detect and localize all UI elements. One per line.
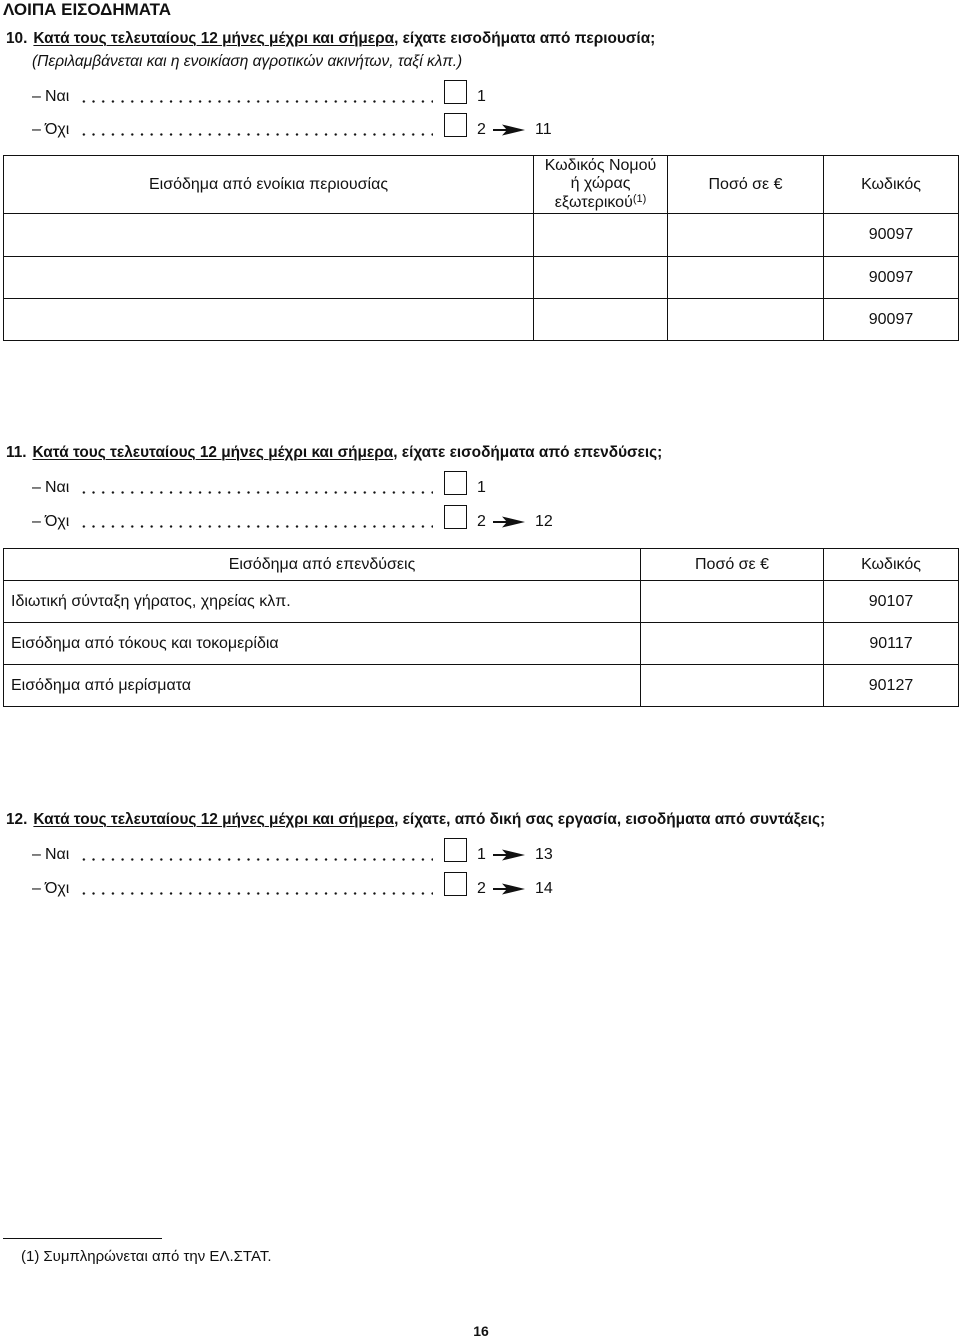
rental-income-cell[interactable] [4, 214, 534, 257]
option-dash: – [32, 121, 41, 138]
header-region-code-line: ή χώρας [570, 175, 631, 193]
option-label: Όχι [45, 121, 70, 138]
checkbox-q12-yes[interactable] [444, 838, 467, 862]
header-region-code-text: εξωτερικού [554, 193, 633, 211]
question-emphasis: Κατά τους τελευταίους 12 μήνες μέχρι και σήμερα [33, 811, 395, 828]
skip-arrow-icon [493, 124, 525, 136]
checkbox-q11-yes[interactable] [444, 471, 467, 495]
header-investment-income: Εισόδημα από επενδύσεις [4, 549, 641, 581]
header-code: Κωδικός [824, 156, 959, 214]
dot-leader [79, 858, 433, 861]
question-emphasis: Κατά τους τελευταίους 12 μήνες μέχρι και σήμερα [32, 444, 394, 461]
header-region-code [534, 156, 668, 214]
region-code-cell[interactable] [534, 299, 668, 341]
dot-leader [79, 133, 433, 136]
option-code: 2 [477, 121, 486, 138]
table-row [4, 257, 959, 299]
skip-arrow-icon [493, 849, 525, 861]
amount-cell[interactable] [641, 623, 824, 665]
table-row [4, 623, 959, 665]
option-yes-q12 [0, 838, 600, 862]
code-cell: 90127 [824, 665, 959, 707]
page-number: 16 [473, 1323, 489, 1339]
table-row [4, 299, 959, 341]
dot-leader [79, 892, 433, 895]
option-label: Ναι [45, 846, 70, 863]
option-label: Ναι [45, 479, 70, 496]
income-type-label: Εισόδημα από μερίσματα [4, 665, 641, 707]
option-code: 1 [477, 479, 486, 496]
option-dash: – [32, 880, 41, 897]
section-title: ΛΟΙΠΑ ΕΙΣΟΔΗΜΑΤΑ [3, 0, 172, 19]
option-yes-q11 [0, 471, 600, 495]
question-12 [6, 810, 825, 830]
amount-cell[interactable] [641, 581, 824, 623]
checkbox-q10-no[interactable] [444, 113, 467, 137]
dot-leader [79, 100, 433, 103]
footnote-rule [3, 1238, 162, 1239]
code-cell: 90097 [824, 214, 959, 257]
table-row [4, 214, 959, 257]
option-dash: – [32, 513, 41, 530]
header-amount: Ποσό σε € [641, 549, 824, 581]
footnote [21, 1248, 272, 1266]
question-11 [6, 443, 662, 463]
option-label: Όχι [45, 513, 70, 530]
header-region-code-line: Κωδικός Νομού [544, 156, 657, 174]
income-type-label: Εισόδημα από τόκους και τοκομερίδια [4, 623, 641, 665]
rental-income-cell[interactable] [4, 257, 534, 299]
table-row [4, 665, 959, 707]
income-type-label: Ιδιωτική σύνταξη γήρατος, χηρείας κλπ. [4, 581, 641, 623]
region-code-cell[interactable] [534, 257, 668, 299]
skip-to-question: 14 [535, 880, 553, 897]
table-header-row [4, 156, 959, 214]
option-code: 1 [477, 846, 486, 863]
option-no-q12 [0, 872, 600, 896]
code-cell: 90107 [824, 581, 959, 623]
option-dash: – [32, 479, 41, 496]
amount-cell[interactable] [668, 299, 824, 341]
skip-to-question: 11 [535, 121, 552, 138]
code-cell: 90097 [824, 299, 959, 341]
question-emphasis: Κατά τους τελευταίους 12 μήνες μέχρι και σήμερα [33, 30, 395, 47]
checkbox-q11-no[interactable] [444, 505, 467, 529]
header-region-code-line [534, 194, 667, 213]
footnote-reference: (1) [632, 192, 647, 205]
table-row [4, 581, 959, 623]
footnote-marker: (1) [21, 1248, 40, 1265]
dot-leader [79, 491, 433, 494]
checkbox-q12-no[interactable] [444, 872, 467, 896]
question-number: 12. [6, 811, 28, 828]
header-code: Κωδικός [824, 549, 959, 581]
skip-arrow-icon [493, 883, 525, 895]
option-code: 1 [477, 88, 486, 105]
dot-leader [79, 525, 433, 528]
option-no-q11 [0, 505, 600, 529]
footnote-text: Συμπληρώνεται από την ΕΛ.ΣΤΑΤ. [43, 1248, 272, 1265]
option-no-q10 [0, 113, 600, 137]
code-cell: 90097 [824, 257, 959, 299]
question-number: 10. [6, 30, 28, 47]
skip-to-question: 13 [535, 846, 553, 863]
option-code: 2 [477, 513, 486, 530]
question-text: , είχατε εισοδήματα από περιουσία; [394, 30, 656, 47]
rental-income-cell[interactable] [4, 299, 534, 341]
question-note: (Περιλαμβάνεται και η ενοικίαση αγροτικών ακινήτων, ταξί κλπ.) [32, 53, 463, 70]
question-text: , είχατε εισοδήματα από επενδύσεις; [393, 444, 663, 461]
amount-cell[interactable] [641, 665, 824, 707]
code-cell: 90117 [824, 623, 959, 665]
question-text: , είχατε, από δική σας εργασία, εισοδήματα από συντάξεις; [394, 811, 826, 828]
table-header-row [4, 549, 959, 581]
skip-to-question: 12 [535, 513, 553, 530]
amount-cell[interactable] [668, 214, 824, 257]
option-dash: – [32, 88, 41, 105]
header-amount: Ποσό σε € [668, 156, 824, 214]
header-rental-income: Εισόδημα από ενοίκια περιουσίας [4, 156, 534, 214]
checkbox-q10-yes[interactable] [444, 80, 467, 104]
rental-income-table [3, 155, 959, 341]
option-label: Ναι [45, 88, 70, 105]
option-dash: – [32, 846, 41, 863]
option-code: 2 [477, 880, 486, 897]
investment-income-table [3, 548, 959, 707]
option-label: Όχι [45, 880, 70, 897]
skip-arrow-icon [493, 516, 525, 528]
question-10 [6, 29, 655, 49]
option-yes-q10 [0, 80, 600, 104]
region-code-cell[interactable] [534, 214, 668, 257]
amount-cell[interactable] [668, 257, 824, 299]
question-number: 11. [6, 444, 27, 461]
